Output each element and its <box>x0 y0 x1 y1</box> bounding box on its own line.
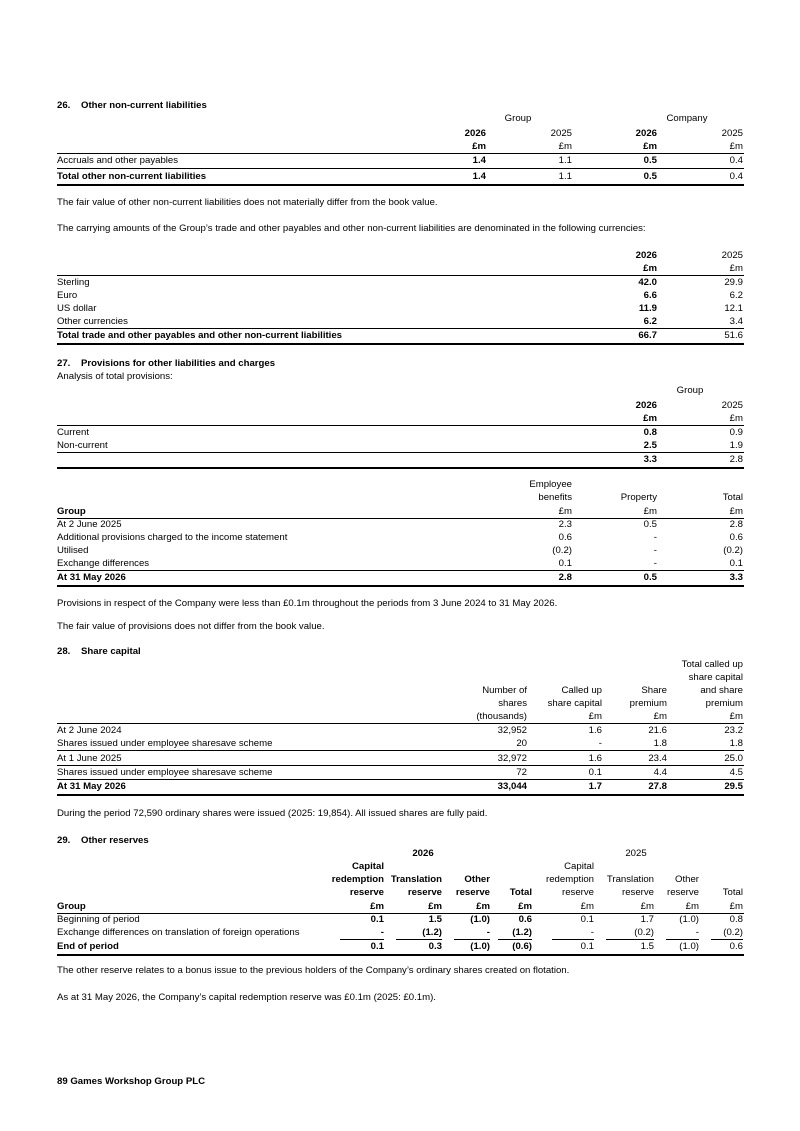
table-cell: 0.6 <box>558 532 572 543</box>
table-cell: 72 <box>516 767 527 778</box>
row-label: Sterling <box>57 277 90 288</box>
year-header: 2026 <box>635 400 657 411</box>
table-cell: 1.8 <box>653 738 667 749</box>
table-cell: 3.3 <box>643 454 657 465</box>
table-cell: 2.5 <box>643 440 657 451</box>
row-label: Current <box>57 427 89 438</box>
note-26-heading: 26. Other non-current liabilities <box>57 100 207 111</box>
year-header: 2025 <box>721 400 743 411</box>
table-cell: 0.1 <box>729 558 743 569</box>
group-column-header: Group <box>676 385 704 396</box>
column-rule <box>454 939 490 940</box>
group-label: Group <box>57 506 86 517</box>
table-cell: 27.8 <box>648 781 667 792</box>
paragraph: The fair value of provisions does not differ from the book value. <box>57 621 325 632</box>
table-rule <box>57 794 744 796</box>
column-header: share capital <box>688 672 743 683</box>
table-cell: 2.8 <box>558 572 572 583</box>
column-header: redemption <box>546 874 594 885</box>
table-cell: 33,044 <box>497 781 527 792</box>
column-header: Total <box>722 887 743 898</box>
unit-header: £m <box>643 413 657 424</box>
table-cell: (1.0) <box>679 914 699 925</box>
row-label: Non-current <box>57 440 108 451</box>
column-header: Translation <box>606 874 654 885</box>
table-cell: 0.8 <box>643 427 657 438</box>
column-header: reserve <box>455 887 490 898</box>
unit-header: £m <box>558 506 572 517</box>
table-cell: 1.9 <box>729 440 743 451</box>
table-cell: (0.2) <box>723 545 743 556</box>
table-cell: 0.9 <box>729 427 743 438</box>
unit-header: £m <box>729 901 743 912</box>
table-cell: (0.2) <box>552 545 572 556</box>
year-header: 2025 <box>550 128 572 139</box>
table-cell: 0.4 <box>729 171 743 182</box>
column-header: (thousands) <box>476 711 527 722</box>
table-rule <box>57 585 744 587</box>
table-cell: 1.1 <box>558 155 572 166</box>
unit-header: £m <box>729 506 743 517</box>
table-cell: 0.1 <box>370 941 384 952</box>
row-label: Shares issued under employee sharesave scheme <box>57 738 273 749</box>
table-cell: (1.2) <box>422 927 442 938</box>
unit-header: £m <box>643 506 657 517</box>
table-cell: 0.5 <box>643 155 657 166</box>
column-header: Capital <box>564 861 594 872</box>
row-label: Utilised <box>57 545 89 556</box>
table-cell: 4.5 <box>729 767 743 778</box>
group-label: Group <box>57 901 86 912</box>
unit-header: £m <box>643 141 657 152</box>
column-header: Other <box>675 874 699 885</box>
column-header: share capital <box>547 698 602 709</box>
paragraph: The fair value of other non-current liabilities does not materially differ from the book value. <box>57 197 438 208</box>
table-cell: (0.6) <box>512 941 532 952</box>
column-header: reserve <box>349 887 384 898</box>
table-cell: 51.6 <box>724 330 743 341</box>
table-rule <box>57 343 744 345</box>
table-cell: 2.8 <box>729 454 743 465</box>
table-cell: 29.5 <box>724 781 743 792</box>
column-rule <box>498 939 532 940</box>
table-cell: 1.4 <box>472 171 486 182</box>
table-cell: 6.2 <box>729 290 743 301</box>
row-label: Additional provisions charged to the income statement <box>57 532 288 543</box>
column-header: reserve <box>562 887 594 898</box>
paragraph: As at 31 May 2026, the Company’s capital redemption reserve was £0.1m (2025: £0.1m). <box>57 992 436 1003</box>
table-cell: 6.6 <box>643 290 657 301</box>
table-cell: (0.2) <box>634 927 654 938</box>
year-2025-header: 2025 <box>625 848 647 859</box>
column-header: Capital <box>352 861 384 872</box>
subheading: Analysis of total provisions: <box>57 371 173 382</box>
row-label: Shares issued under employee sharesave scheme <box>57 767 273 778</box>
table-cell: 42.0 <box>638 277 657 288</box>
table-cell: - <box>486 927 490 938</box>
row-label: US dollar <box>57 303 97 314</box>
table-rule <box>57 168 744 169</box>
unit-header: £m <box>588 711 602 722</box>
table-cell: 1.1 <box>558 171 572 182</box>
page-footer: 89 Games Workshop Group PLC <box>57 1076 206 1087</box>
total-row-label: End of period <box>57 941 119 952</box>
note-29-heading: 29. Other reserves <box>57 835 149 846</box>
year-2026-header: 2026 <box>412 848 434 859</box>
column-header: Number of <box>482 685 527 696</box>
table-rule <box>57 275 744 276</box>
table-cell: - <box>653 532 657 543</box>
unit-header: £m <box>729 711 743 722</box>
unit-header: £m <box>653 711 667 722</box>
column-rule <box>606 939 654 940</box>
table-cell: 0.5 <box>643 572 657 583</box>
unit-header: £m <box>729 141 743 152</box>
table-cell: - <box>653 545 657 556</box>
column-header: and share <box>700 685 743 696</box>
total-row-label: At 31 May 2026 <box>57 781 126 792</box>
paragraph: The carrying amounts of the Group’s trade and other payables and other non-current liabilities are denominated in the following currencies: <box>57 223 646 234</box>
table-cell: 1.5 <box>428 914 442 925</box>
table-cell: 1.7 <box>588 781 602 792</box>
table-cell: 1.4 <box>472 155 486 166</box>
table-rule <box>57 750 744 751</box>
unit-header: £m <box>729 413 743 424</box>
row-label: Exchange differences on translation of foreign operations <box>57 927 300 938</box>
column-header: Translation <box>390 874 442 885</box>
unit-header: £m <box>640 901 654 912</box>
column-header: Called up <box>561 685 602 696</box>
year-header: 2025 <box>721 128 743 139</box>
table-cell: 4.4 <box>653 767 667 778</box>
row-label: Beginning of period <box>57 914 140 925</box>
row-label: Exchange differences <box>57 558 150 569</box>
table-rule <box>57 723 744 724</box>
table-cell: 23.4 <box>648 753 667 764</box>
table-cell: - <box>590 927 594 938</box>
table-rule <box>57 467 744 469</box>
row-label: At 2 June 2025 <box>57 519 122 530</box>
column-header: reserve <box>407 887 442 898</box>
total-row-label: At 31 May 2026 <box>57 572 126 583</box>
table-cell: 1.6 <box>588 753 602 764</box>
year-header: 2026 <box>635 128 657 139</box>
table-rule <box>57 765 744 766</box>
table-cell: 66.7 <box>638 330 657 341</box>
table-cell: 2.8 <box>729 519 743 530</box>
table-rule <box>57 570 744 571</box>
company-column-header: Company <box>666 113 708 124</box>
table-cell: 0.4 <box>729 155 743 166</box>
table-cell: - <box>598 738 602 749</box>
year-header: 2026 <box>635 250 657 261</box>
table-cell: 1.8 <box>729 738 743 749</box>
table-cell: - <box>695 927 699 938</box>
table-cell: 0.6 <box>518 914 532 925</box>
unit-header: £m <box>558 141 572 152</box>
paragraph: Provisions in respect of the Company were less than £0.1m throughout the periods from 3 June 2024 to 31 May 2026. <box>57 598 558 609</box>
column-header: shares <box>498 698 527 709</box>
column-header: reserve <box>622 887 654 898</box>
column-header: Total <box>509 887 532 898</box>
table-cell: 3.4 <box>729 316 743 327</box>
table-cell: (1.0) <box>470 941 490 952</box>
table-cell: 0.6 <box>729 941 743 952</box>
table-cell: 0.1 <box>588 767 602 778</box>
column-rule <box>666 939 699 940</box>
table-cell: 20 <box>516 738 527 749</box>
total-row-label: Total trade and other payables and other non-current liabilities <box>57 330 343 341</box>
table-cell: 32,952 <box>497 725 527 736</box>
table-cell: 1.7 <box>640 914 654 925</box>
table-cell: 25.0 <box>724 753 743 764</box>
unit-header: £m <box>518 901 532 912</box>
column-rule <box>340 939 384 940</box>
table-cell: 0.6 <box>729 532 743 543</box>
column-header: reserve <box>667 887 699 898</box>
table-cell: 2.3 <box>558 519 572 530</box>
unit-header: £m <box>643 263 657 274</box>
row-label: Euro <box>57 290 78 301</box>
unit-header: £m <box>580 901 594 912</box>
table-rule <box>57 184 744 186</box>
table-cell: - <box>653 558 657 569</box>
column-header: premium <box>629 698 667 709</box>
column-header: Total called up <box>681 659 743 670</box>
table-rule <box>57 452 744 453</box>
table-cell: 23.2 <box>724 725 743 736</box>
table-cell: 29.9 <box>724 277 743 288</box>
table-cell: 21.6 <box>648 725 667 736</box>
column-rule <box>552 939 594 940</box>
table-cell: 3.3 <box>729 572 743 583</box>
table-cell: 1.5 <box>640 941 654 952</box>
paragraph: During the period 72,590 ordinary shares were issued (2025: 19,854). All issued shares are fully paid. <box>57 808 488 819</box>
row-label: Other currencies <box>57 316 128 327</box>
column-rule <box>711 939 743 940</box>
column-header: Share <box>641 685 667 696</box>
unit-header: £m <box>428 901 442 912</box>
row-label: Accruals and other payables <box>57 155 179 166</box>
note-28-heading: 28. Share capital <box>57 646 141 657</box>
table-cell: (1.2) <box>512 927 532 938</box>
table-cell: 0.1 <box>580 941 594 952</box>
table-cell: 1.6 <box>588 725 602 736</box>
row-label: At 2 June 2024 <box>57 725 122 736</box>
table-cell: 0.8 <box>729 914 743 925</box>
year-header: 2025 <box>721 250 743 261</box>
table-cell: (1.0) <box>679 941 699 952</box>
table-cell: 0.1 <box>558 558 572 569</box>
column-rule <box>396 939 442 940</box>
table-cell: 0.1 <box>580 914 594 925</box>
paragraph: The other reserve relates to a bonus issue to the previous holders of the Company’s ordinary shares created on flotation. <box>57 965 570 976</box>
total-row-label: Total other non-current liabilities <box>57 171 207 182</box>
unit-header: £m <box>370 901 384 912</box>
group-column-header: Group <box>504 113 532 124</box>
table-cell: (0.2) <box>723 927 743 938</box>
unit-header: £m <box>685 901 699 912</box>
unit-header: £m <box>476 901 490 912</box>
note-27-heading: 27. Provisions for other liabilities and charges <box>57 358 276 369</box>
table-rule <box>57 779 744 780</box>
table-cell: 0.5 <box>643 171 657 182</box>
table-cell: 0.5 <box>643 519 657 530</box>
column-header: Employee <box>529 479 572 490</box>
column-header: Property <box>620 492 657 503</box>
column-header: redemption <box>331 874 384 885</box>
year-header: 2026 <box>464 128 486 139</box>
column-header: Other <box>464 874 490 885</box>
column-header: Total <box>722 492 743 503</box>
column-header: premium <box>705 698 743 709</box>
row-label: At 1 June 2025 <box>57 753 122 764</box>
table-cell: 0.3 <box>428 941 442 952</box>
table-cell: 12.1 <box>724 303 743 314</box>
table-cell: - <box>380 927 384 938</box>
unit-header: £m <box>472 141 486 152</box>
table-cell: 32,972 <box>497 753 527 764</box>
table-cell: 0.1 <box>370 914 384 925</box>
column-header: benefits <box>538 492 572 503</box>
table-cell: 11.9 <box>638 303 657 314</box>
table-rule <box>57 328 744 329</box>
table-rule <box>57 153 744 154</box>
table-cell: 6.2 <box>643 316 657 327</box>
unit-header: £m <box>729 263 743 274</box>
table-rule <box>57 425 744 426</box>
table-cell: (1.0) <box>470 914 490 925</box>
table-rule <box>57 954 744 956</box>
